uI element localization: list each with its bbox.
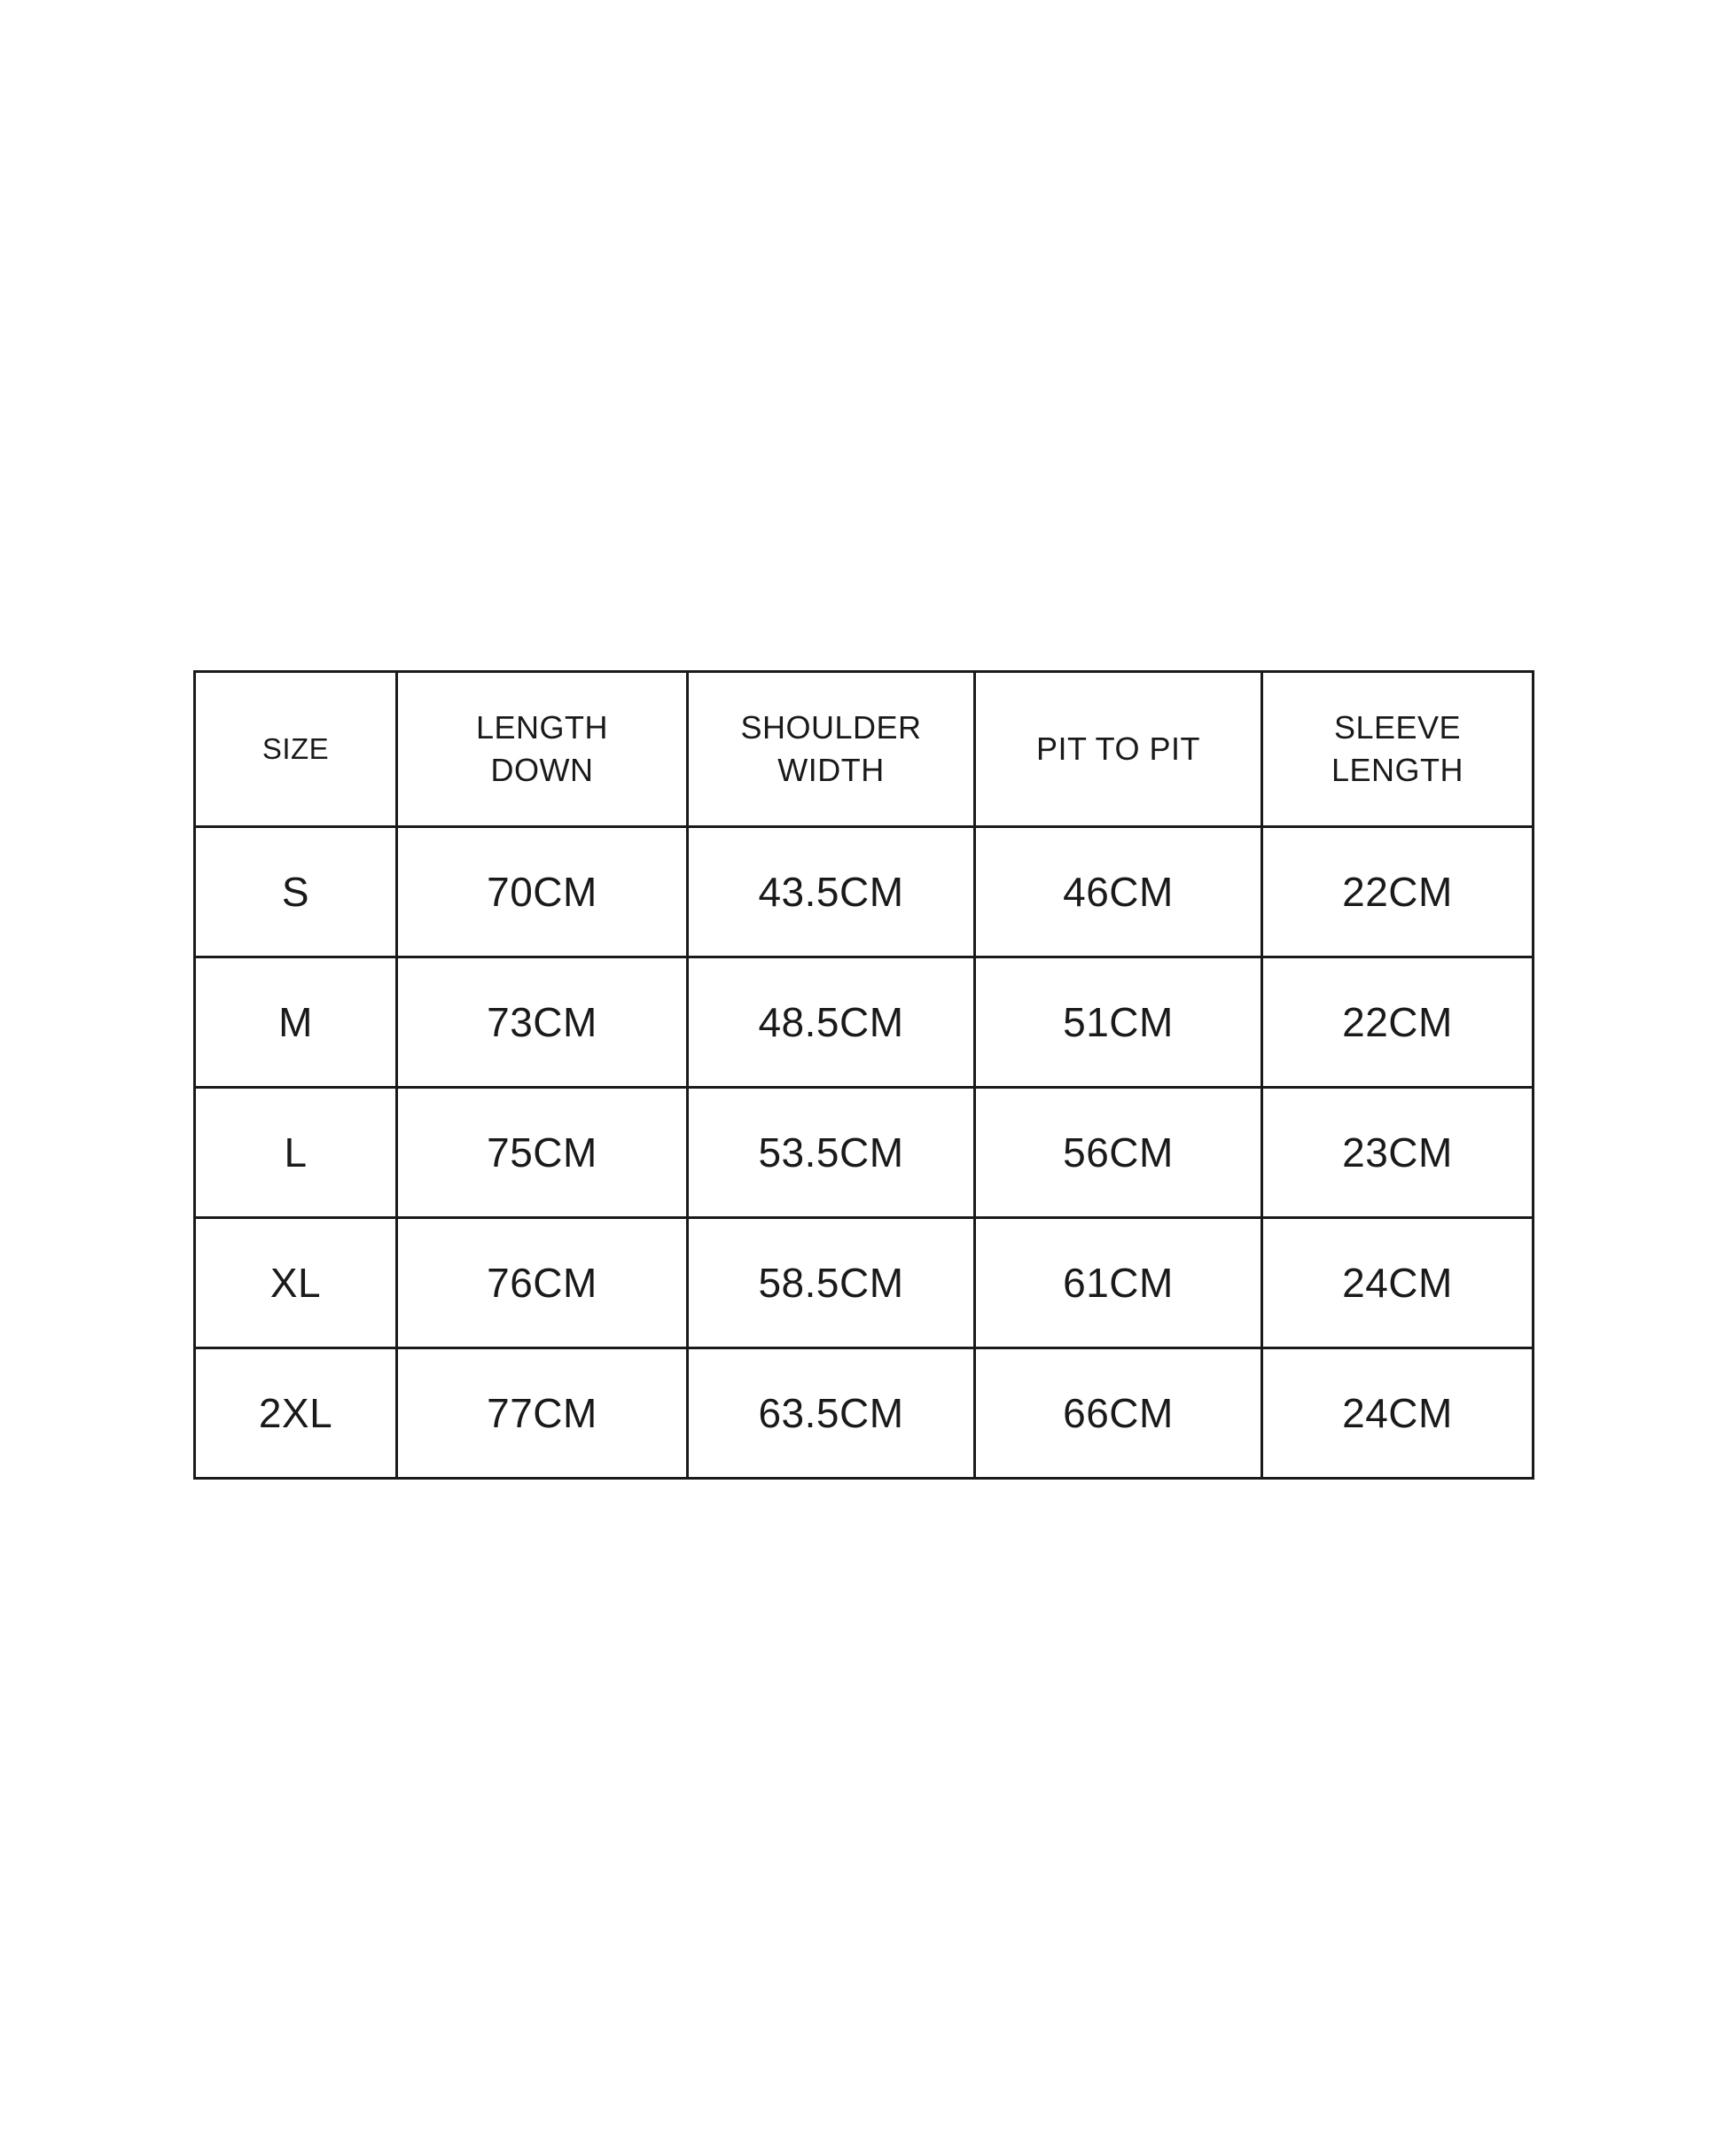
cell-size: XL <box>195 1218 397 1348</box>
cell-sleeve-length: 22CM <box>1262 957 1534 1088</box>
cell-length-down: 75CM <box>397 1088 688 1218</box>
column-header-length-down-line-2: DOWN <box>490 752 594 788</box>
column-header-sleeve-length-line-1: SLEEVE <box>1333 709 1462 746</box>
cell-pit-to-pit: 61CM <box>975 1218 1262 1348</box>
table-row <box>195 1218 1534 1348</box>
column-header-shoulder-width <box>688 672 975 827</box>
column-header-shoulder-width-line-1: SHOULDER <box>740 709 922 746</box>
cell-length-down: 70CM <box>397 827 688 957</box>
cell-sleeve-length: 22CM <box>1262 827 1534 957</box>
cell-size: 2XL <box>195 1348 397 1479</box>
column-header-size <box>195 672 397 827</box>
cell-sleeve-length: 23CM <box>1262 1088 1534 1218</box>
cell-shoulder-width: 53.5CM <box>688 1088 975 1218</box>
cell-length-down: 77CM <box>397 1348 688 1479</box>
column-header-length-down-line-1: LENGTH <box>475 709 609 746</box>
table-row <box>195 957 1534 1088</box>
cell-length-down: 76CM <box>397 1218 688 1348</box>
cell-pit-to-pit: 66CM <box>975 1348 1262 1479</box>
table-row <box>195 827 1534 957</box>
table-header-row <box>195 672 1534 827</box>
size-chart-table-wrapper <box>193 670 1532 1480</box>
size-chart-table <box>193 670 1534 1480</box>
column-header-sleeve-length-line-2: LENGTH <box>1331 752 1464 788</box>
cell-size: S <box>195 827 397 957</box>
cell-shoulder-width: 63.5CM <box>688 1348 975 1479</box>
cell-length-down: 73CM <box>397 957 688 1088</box>
cell-shoulder-width: 48.5CM <box>688 957 975 1088</box>
column-header-shoulder-width-line-2: WIDTH <box>777 752 885 788</box>
cell-size: L <box>195 1088 397 1218</box>
cell-shoulder-width: 58.5CM <box>688 1218 975 1348</box>
table-row <box>195 1348 1534 1479</box>
cell-pit-to-pit: 51CM <box>975 957 1262 1088</box>
cell-size: M <box>195 957 397 1088</box>
column-header-size-line-1: SIZE <box>261 732 330 765</box>
cell-sleeve-length: 24CM <box>1262 1348 1534 1479</box>
column-header-sleeve-length <box>1262 672 1534 827</box>
cell-pit-to-pit: 46CM <box>975 827 1262 957</box>
cell-shoulder-width: 43.5CM <box>688 827 975 957</box>
cell-pit-to-pit: 56CM <box>975 1088 1262 1218</box>
column-header-pit-to-pit <box>975 672 1262 827</box>
table-row <box>195 1088 1534 1218</box>
cell-sleeve-length: 24CM <box>1262 1218 1534 1348</box>
column-header-pit-to-pit-line-1: PIT TO PIT <box>1035 730 1201 767</box>
column-header-length-down <box>397 672 688 827</box>
